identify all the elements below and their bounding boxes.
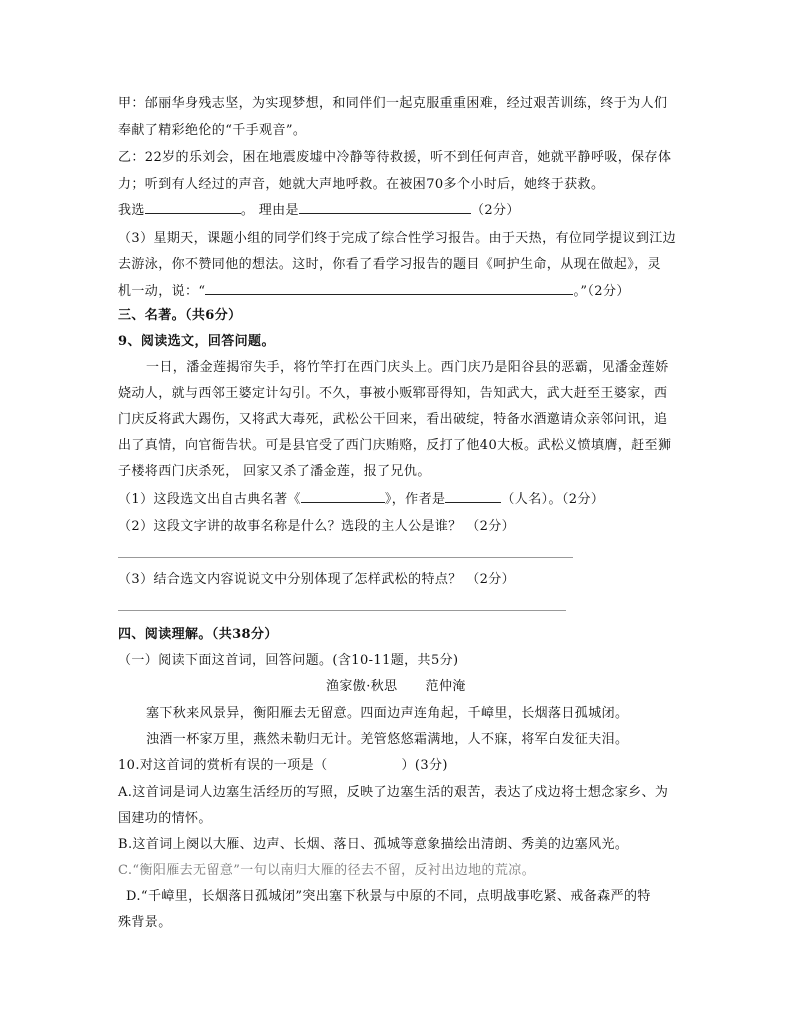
option-b: B.这首词上阕以大雁、边声、长烟、落日、孤城等意象描绘出清朗、秀美的边塞风光。 xyxy=(118,837,629,852)
passage-line: 一日，潘金莲揭帘失手，将竹竿打在西门庆头上。西门庆乃是阳谷县的恶霸，见潘金莲娇 xyxy=(146,360,669,375)
paragraph-line: （3）星期天，课题小组的同学们终于完成了综合性学习报告。由于天热，有位同学提议到江边 xyxy=(118,231,677,246)
passage-line: 娆动人，就与西邻王婆定计勾引。不久，事被小贩郓哥得知，告知武大，武大赶至王婆家，西 xyxy=(118,386,668,401)
poem-author: 范仲淹 xyxy=(425,679,466,694)
passage-line: 子楼将西门庆杀死， 回家又杀了潘金莲，报了兄仇。 xyxy=(118,464,431,479)
paragraph-line: 去游泳，你不赞同他的想法。这时，你看了看学习报告的题目《呵护生命，从现在做起》，灵 xyxy=(118,257,661,272)
paragraph-line: 奉献了精彩绝伦的“千手观音”。 xyxy=(118,123,307,138)
speech-label: 机一动，说：“ xyxy=(118,284,206,299)
option-a: A.这首词是词人边塞生活经历的写照，反映了边塞生活的艰苦，表达了戍边将士想念家乡、为 xyxy=(118,785,669,800)
score-label: （人名）。（2分） xyxy=(501,492,605,507)
option-d-cont: 殊背景。 xyxy=(118,915,172,930)
reason-blank[interactable] xyxy=(299,201,471,214)
author-label: 》，作者是 xyxy=(384,492,446,507)
answer-line-choice xyxy=(118,201,520,220)
poem-line: 浊酒一杯家万里，燕然未勒归无计。羌管悠悠霜满地，人不寐，将军白发征夫泪。 xyxy=(146,732,629,747)
reason-label: 。 理由是 xyxy=(240,203,299,218)
section-heading: 三、名著。（共6分） xyxy=(118,308,242,323)
passage-line: 门庆反将武大踢伤，又将武大毒死，武松公干回来，看出破绽，特备水酒邀请众亲邻问讯，追 xyxy=(118,412,668,427)
question-heading: 9、阅读选文，回答问题。 xyxy=(118,334,275,349)
score-label: ）(3分) xyxy=(401,758,448,773)
answer-rule[interactable] xyxy=(118,610,566,611)
score-label: 。”（2分） xyxy=(573,284,630,299)
score-label: （2分） xyxy=(470,203,520,218)
paragraph-line: 甲：邰丽华身残志坚，为实现梦想，和同伴们一起克服重重困难，经过艰苦训练，终于为人们 xyxy=(118,96,668,111)
question-2: （2）这段文字讲的故事名称是什么？选段的主人公是谁？ （2分） xyxy=(118,519,516,534)
q1-label: （1）这段选文出自古典名著《 xyxy=(118,492,301,507)
question-10 xyxy=(118,757,448,775)
option-c: C.“衡阳雁去无留意”一句以南归大雁的径去不留，反衬出边地的荒凉。 xyxy=(118,863,536,878)
book-blank[interactable] xyxy=(301,490,385,503)
choice-blank[interactable] xyxy=(145,201,241,214)
choice-label: 我选 xyxy=(118,203,145,218)
paragraph-line: 乙：22岁的乐刘会，困在地震废墟中冷静等待救援，听不到任何声音，她就平静呼吸，保存体 xyxy=(118,150,672,165)
question-1 xyxy=(118,490,604,509)
section-heading: 四、阅读理解。（共38分） xyxy=(118,627,278,642)
q10-label: 10.对这首词的赏析有误的一项是（ xyxy=(118,758,328,773)
option-d: D.“千嶂里，长烟落日孤城闭”突出塞下秋景与中原的不同，点明战事吃紧、戒备森严的特 xyxy=(126,889,651,904)
paragraph-line: 力；听到有人经过的声音，她就大声地呼救。在被困70多个小时后，她终于获救。 xyxy=(118,177,605,192)
speech-blank[interactable] xyxy=(205,282,573,295)
passage-line: 出了真情，向官衙告状。可是县官受了西门庆贿赂，反打了他40大板。武松义愤填膺，赶至狮 xyxy=(118,438,672,453)
author-blank[interactable] xyxy=(445,490,501,503)
question-3: （3）结合选文内容说说文中分别体现了怎样武松的特点？ （2分） xyxy=(118,572,516,587)
poem-title-text: 渔家傲·秋思 xyxy=(326,679,398,694)
answer-rule[interactable] xyxy=(118,557,573,558)
option-a-cont: 国建功的情怀。 xyxy=(118,811,212,826)
answer-line-speech xyxy=(118,282,630,301)
poem-title xyxy=(326,678,466,696)
poem-line: 塞下秋来风景异，衡阳雁去无留意。四面边声连角起，千嶂里，长烟落日孤城闭。 xyxy=(146,706,629,721)
subsection-heading: （一）阅读下面这首词，回答问题。(含10-11题，共5分) xyxy=(118,653,459,668)
